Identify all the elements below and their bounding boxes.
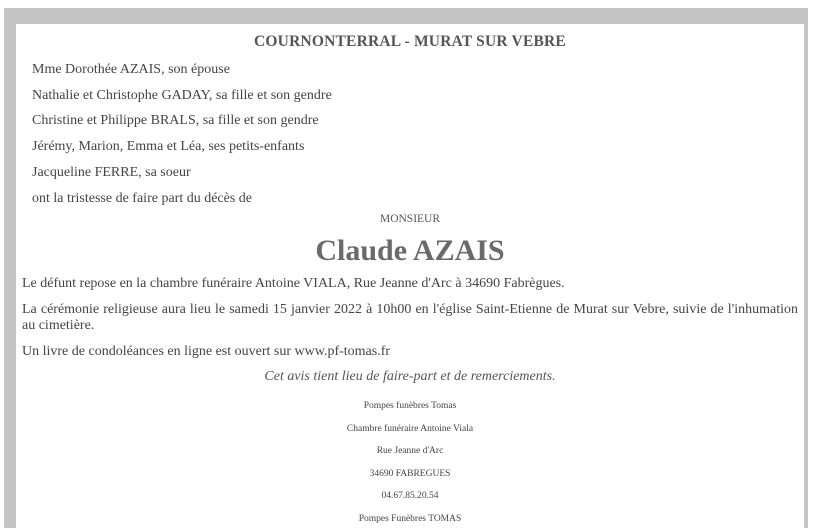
funeral-home-phone: 04.67.85.20.54 bbox=[381, 491, 439, 501]
closing-note: Cet avis tient lieu de faire-part et de remerciements. bbox=[264, 369, 556, 384]
repose-paragraph: Le défunt repose en la chambre funéraire Antoine VIALA, Rue Jeanne d'Arc à 34690 Fabrègues. bbox=[22, 276, 565, 291]
ceremony-paragraph: La cérémonie religieuse aura lieu le samedi 15 janvier 2022 à 10h00 en l'église Saint-Etienne de Murat sur Vebre, suivie de l'inhumation au cimetière. bbox=[22, 302, 798, 333]
family-line: ont la tristesse de faire part du décès de bbox=[32, 190, 253, 206]
funeral-home-signature: Pompes Funèbres TOMAS bbox=[358, 513, 462, 524]
funeral-home-city: 34690 FABREGUES bbox=[369, 468, 451, 479]
obituary-notice bbox=[16, 24, 804, 532]
civility-title: MONSIEUR bbox=[379, 213, 441, 225]
family-line: Mme Dorothée AZAIS, son épouse bbox=[32, 62, 230, 77]
condolences-paragraph: Un livre de condoléances en ligne est ouvert sur www.pf-tomas.fr bbox=[22, 344, 391, 359]
funeral-home-block bbox=[16, 395, 804, 530]
locality-heading: COURNONTERRAL - MURAT SUR VEBRE bbox=[254, 33, 566, 50]
deceased-name: Claude AZAIS bbox=[315, 234, 505, 267]
notice-frame bbox=[4, 8, 808, 528]
family-announcement bbox=[32, 57, 332, 211]
funeral-home-chamber: Chambre funéraire Antoine Viala bbox=[346, 423, 474, 434]
family-line: Jacqueline FERRE, sa soeur bbox=[32, 164, 191, 180]
family-line: Christine et Philippe BRALS, sa fille et son gendre bbox=[32, 113, 319, 129]
family-line: Jérémy, Marion, Emma et Léa, ses petits-enfants bbox=[32, 139, 305, 155]
family-line: Nathalie et Christophe GADAY, sa fille et son gendre bbox=[32, 87, 332, 103]
funeral-home-name: Pompes funèbres Tomas bbox=[363, 401, 457, 411]
funeral-home-street: Rue Jeanne d'Arc bbox=[376, 446, 444, 456]
